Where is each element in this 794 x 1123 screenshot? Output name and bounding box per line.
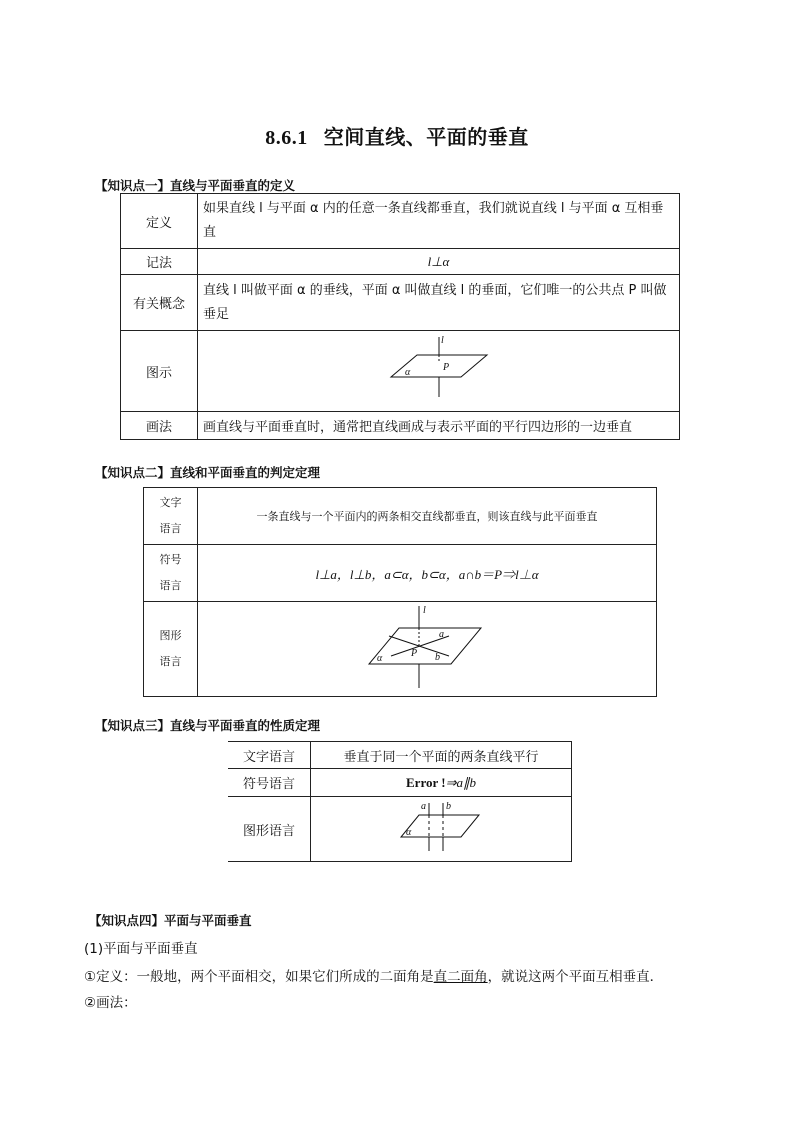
row-content: 直线 l 叫做平面 α 的垂线，平面 α 叫做直线 l 的垂面，它们唯一的公共点 P 叫做垂足 <box>198 275 680 331</box>
plane-alpha <box>369 628 481 664</box>
kp2-table <box>143 487 657 697</box>
table-row <box>121 249 680 275</box>
kp4-heading: 【知识点四】平面与平面垂直 <box>89 913 252 928</box>
page-title <box>0 121 794 150</box>
kp4-drawing-method: ②画法： <box>84 995 137 1011</box>
kp1-heading: 【知识点一】直线与平面垂直的定义 <box>95 178 296 193</box>
label-a: a <box>439 629 444 640</box>
kp3-heading: 【知识点三】直线与平面垂直的性质定理 <box>95 718 321 733</box>
label-b: b <box>435 652 440 663</box>
label-a: a <box>421 801 426 812</box>
figure-cell <box>198 331 680 412</box>
table-row <box>228 797 572 862</box>
label-l: l <box>440 335 444 346</box>
label-b: b <box>446 801 451 812</box>
table-row <box>121 275 680 331</box>
table-row <box>144 488 657 545</box>
row-label: 符号语言 <box>228 769 311 797</box>
definition-prefix: ①定义：一般地，两个平面相交，如果它们所成的二面角是 <box>84 969 434 985</box>
definition-suffix: ，就说这两个平面互相垂直． <box>487 969 664 985</box>
table-row <box>144 545 657 602</box>
label-P: P <box>411 648 418 659</box>
table-row <box>228 742 572 769</box>
property-theorem-figure <box>399 799 483 855</box>
row-label-line2: 语言 <box>159 655 182 668</box>
figure-cell <box>311 797 572 862</box>
row-content: 如果直线 l 与平面 α 内的任意一条直线都垂直，我们就说直线 l 与平面 α 互相垂直 <box>198 194 680 249</box>
row-content <box>311 769 572 797</box>
row-content: l⊥α <box>198 249 680 275</box>
definition-keyword: 直二面角 <box>433 969 488 985</box>
row-label: 有关概念 <box>121 275 198 331</box>
row-label-line1: 符号 <box>159 553 182 566</box>
row-label-line1: 图形 <box>159 629 182 642</box>
row-content: 一条直线与一个平面内的两条相交直线都垂直，则该直线与此平面垂直 <box>198 488 657 545</box>
plane-alpha <box>401 815 479 837</box>
label-l: l <box>423 605 426 616</box>
error-text: Error ! <box>406 774 446 790</box>
section-number: 8.6.1 <box>265 127 308 149</box>
row-label: 定义 <box>121 194 198 249</box>
kp4-definition <box>84 965 663 985</box>
label-alpha: α <box>404 367 410 378</box>
label-P: P <box>442 362 449 373</box>
kp1-table <box>120 193 680 440</box>
row-label <box>144 488 198 545</box>
label-alpha: α <box>377 653 383 664</box>
figure-cell <box>198 602 657 697</box>
line-plane-perpendicular-figure <box>369 333 509 405</box>
section-title: 空间直线、平面的垂直 <box>323 125 529 149</box>
judgment-theorem-figure <box>367 604 487 690</box>
row-content: 画直线与平面垂直时，通常把直线画成与表示平面的平行四边形的一边垂直 <box>198 412 680 440</box>
row-label-line2: 语言 <box>159 579 182 592</box>
row-label: 画法 <box>121 412 198 440</box>
table-row <box>121 412 680 440</box>
row-label: 图示 <box>121 331 198 412</box>
row-label: 记法 <box>121 249 198 275</box>
row-label: 文字语言 <box>228 742 311 769</box>
label-alpha: α <box>406 827 412 838</box>
table-row <box>121 194 680 249</box>
row-content: l⊥a，l⊥b，a⊂α，b⊂α，a∩b＝P⇒l⊥α <box>198 545 657 602</box>
kp4-subheading: (1)平面与平面垂直 <box>84 941 198 957</box>
table-row <box>228 769 572 797</box>
table-row <box>121 331 680 412</box>
kp3-table <box>228 741 572 862</box>
kp2-heading: 【知识点二】直线和平面垂直的判定定理 <box>95 465 321 480</box>
row-content: 垂直于同一个平面的两条直线平行 <box>311 742 572 769</box>
implies-text: ⇒a∥b <box>445 774 476 790</box>
row-label: 图形语言 <box>228 797 311 862</box>
row-label <box>144 545 198 602</box>
row-label-line1: 文字 <box>159 496 182 509</box>
table-row <box>144 602 657 697</box>
row-label <box>144 602 198 697</box>
row-label-line2: 语言 <box>159 522 182 535</box>
